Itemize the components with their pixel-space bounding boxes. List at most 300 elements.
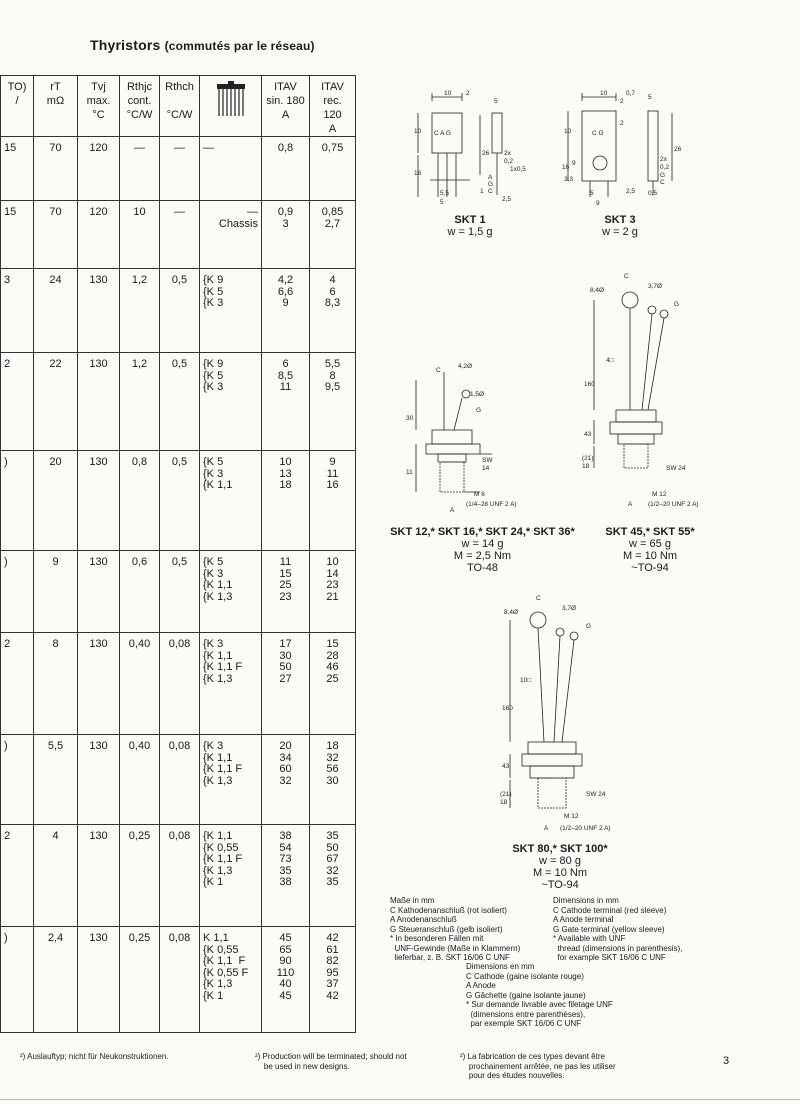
skt45-dim: 4□	[606, 357, 614, 364]
cell-line: {K 1,1	[203, 649, 233, 662]
skt3-dim: 2,5	[626, 188, 636, 195]
skt45-weight: w = 65 g	[629, 538, 671, 550]
cell-rthjc: 0,8	[120, 451, 160, 551]
skt1-dim: 2x	[504, 150, 511, 157]
text-line: A Anodenanschluß	[390, 915, 457, 924]
cell-line: 9,5	[324, 381, 341, 393]
skt3-pin-labels: C G	[592, 130, 604, 137]
cell-line: 5,5	[324, 358, 341, 370]
cell-line: {K 1,1	[203, 751, 233, 764]
cell-sin	[262, 551, 310, 633]
cell-line: 3	[282, 217, 289, 230]
cell-line: 16	[326, 479, 339, 491]
skt45-torque: M = 10 Nm	[622, 550, 678, 562]
skt1-dim: A	[488, 174, 493, 181]
cell-line: 60	[279, 763, 292, 775]
cell-rthch: 0,08	[160, 735, 200, 825]
cell-line: 73	[279, 853, 292, 865]
cell-line: 23	[279, 590, 292, 603]
skt12-dim: 14	[482, 465, 490, 472]
header-line: ITAV	[274, 81, 297, 93]
cell-line: 28	[326, 649, 339, 662]
cell-sin	[262, 825, 310, 927]
skt80-dim: 8,4Ø	[504, 609, 519, 616]
skt80-name: SKT 80,* SKT 100*	[512, 843, 608, 855]
text-line: * In besonderen Fällen mit	[390, 934, 484, 943]
skt3-dim: 10	[564, 128, 572, 135]
cell-line: K 1,1	[203, 932, 229, 944]
cell-line: {K 5	[203, 456, 224, 468]
skt3-dim: 0,7	[626, 90, 636, 97]
cell-line: {K 5	[203, 285, 224, 298]
table-row	[1, 137, 356, 201]
text-line: ²) La fabrication de ces types devant être	[460, 1052, 605, 1061]
cell-line: 65	[279, 943, 292, 956]
skt80-dim: 18	[500, 799, 508, 806]
text-line: * Available with UNF	[553, 934, 626, 943]
cell-line: {K 3	[203, 467, 224, 480]
cell-line: 40	[279, 978, 292, 990]
footnote-de	[20, 1052, 169, 1062]
cell-line: {K 0,55	[203, 841, 239, 854]
cell-tvj: 130	[78, 551, 120, 633]
cell-line: 95	[326, 966, 339, 979]
skt3-dim: 3,3	[564, 176, 574, 183]
cell-line: 30	[326, 774, 339, 787]
skt3-dim: 9	[596, 200, 600, 207]
cell-rthch: 0,08	[160, 927, 200, 1033]
cell-line: {K 9	[203, 274, 224, 286]
cell-rthch: 0,08	[160, 633, 200, 735]
cell-line: {K 1,1	[203, 579, 233, 591]
text-line: C Cathode terminal (red sleeve)	[553, 905, 667, 915]
cell-tvj: 130	[78, 353, 120, 451]
cell-pkg	[200, 633, 262, 735]
cell-tvj: 130	[78, 735, 120, 825]
skt1-caption	[420, 214, 520, 238]
skt45-caption	[580, 526, 720, 574]
cell-line: {K 1,1 F	[203, 853, 243, 865]
cell-line: 4,2	[277, 274, 294, 286]
cell-pkg	[200, 551, 262, 633]
cell-line: 2,7	[324, 217, 341, 230]
skt3-dim: 5	[590, 190, 594, 197]
skt3-name: SKT 3	[604, 214, 636, 226]
text-line: be used in new designs.	[255, 1061, 350, 1071]
cell-line: 35	[279, 864, 292, 877]
skt45-dim: (21)	[582, 455, 594, 462]
cell-pkg	[200, 137, 262, 201]
cell-tvj: 130	[78, 451, 120, 551]
table-row	[1, 825, 356, 927]
cell-line: {K 0,55	[203, 943, 239, 956]
page-title	[90, 37, 315, 53]
cell-line: 110	[276, 966, 295, 979]
cell-rec	[310, 927, 356, 1033]
cell-line: {K 1	[203, 989, 224, 1002]
cell-rthch: 0,5	[160, 551, 200, 633]
header-line: mΩ	[46, 95, 65, 107]
cell-line: 32	[279, 774, 292, 787]
cell-line: 34	[279, 751, 292, 764]
col-header-itav-rec	[310, 76, 356, 137]
cell-line: 15	[326, 638, 339, 650]
skt3-dim: 16	[562, 164, 570, 171]
skt1-dim: 2,5	[502, 196, 512, 203]
cell-tvj: 130	[78, 633, 120, 735]
skt45-dim: 18	[582, 463, 590, 470]
cell-line: 9	[329, 456, 336, 468]
skt80-drawing	[500, 592, 640, 837]
skt1-dim: 1x0,5	[510, 166, 526, 173]
skt1-name: SKT 1	[454, 214, 486, 226]
skt3-dim: 9	[572, 160, 576, 167]
cell-line: 42	[326, 989, 339, 1002]
skt1-pin-labels: C A G	[434, 130, 451, 137]
skt12-dim: SW	[482, 457, 493, 464]
cell-line: {K 1,3	[203, 590, 233, 603]
skt1-weight: w = 1,5 g	[447, 226, 493, 238]
cell-line: {K 1,1 F	[203, 661, 243, 673]
cell-rec	[310, 551, 356, 633]
cell-rec	[310, 451, 356, 551]
skt12-dim: G	[476, 407, 482, 414]
cell-line: 18	[326, 740, 339, 752]
skt80-dim: SW 24	[586, 791, 606, 798]
skt12-dim: 4,2Ø	[458, 363, 473, 370]
cell-rec	[310, 825, 356, 927]
cell-line: 14	[326, 567, 339, 580]
col-header-rthch	[160, 76, 200, 137]
skt3-dim: 26	[674, 146, 682, 153]
skt3-dim: 10	[600, 90, 608, 97]
cell-c0: 15	[1, 201, 34, 269]
cell-line: {K 1,1	[203, 479, 233, 491]
col-header-to	[1, 76, 34, 137]
cell-line: {K 1,1 F	[203, 955, 246, 967]
skt45-dim: 160	[584, 381, 595, 388]
header-line: Rthjc	[126, 81, 153, 93]
cell-sin	[262, 927, 310, 1033]
cell-line: —	[247, 206, 258, 218]
cell-rthjc: 1,2	[120, 353, 160, 451]
header-line: rec. 120	[323, 95, 342, 121]
cell-line: 25	[279, 579, 292, 591]
cell-pkg	[200, 451, 262, 551]
cell-line: {K 1,3	[203, 672, 233, 685]
spec-table	[0, 75, 356, 1033]
text-line: C Kathodenanschluß (rot isoliert)	[390, 905, 507, 915]
cell-line: 10	[279, 456, 292, 468]
text-line: A Anode	[466, 981, 496, 990]
skt80-case: ~TO-94	[541, 879, 579, 891]
legend-de	[390, 896, 520, 963]
skt80-dim: 43	[502, 763, 510, 770]
cell-line: 50	[326, 841, 339, 854]
cell-c0: 2	[1, 353, 34, 451]
cell-c0: 15	[1, 137, 34, 201]
cell-rt: 2,4	[34, 927, 78, 1033]
cell-line: {K 3	[203, 297, 224, 309]
cell-rt: 24	[34, 269, 78, 353]
header-line: A	[328, 123, 337, 135]
title-sub: (commutés par le réseau)	[164, 39, 315, 53]
table-row	[1, 633, 356, 735]
header-line: sin. 180	[266, 95, 305, 107]
cell-line: 38	[279, 830, 292, 842]
cell-rec	[310, 201, 356, 269]
text-line: G Gate terminal (yellow sleeve)	[553, 924, 665, 934]
skt45-dim: SW 24	[666, 465, 686, 472]
cell-line: 11	[279, 381, 292, 393]
cell-rec	[310, 353, 356, 451]
cell-line: —	[203, 142, 214, 154]
cell-line: 4	[329, 274, 336, 286]
cell-c0: 2	[1, 825, 34, 927]
table-row	[1, 735, 356, 825]
cell-line: 56	[326, 763, 339, 775]
text-line: prochainement arrêtée, ne pas les utiliser	[460, 1061, 616, 1071]
cell-line: 8	[329, 369, 336, 382]
table-row	[1, 269, 356, 353]
skt80-caption	[480, 843, 640, 891]
cell-line: 54	[279, 841, 292, 854]
cell-line: 13	[279, 467, 292, 480]
cell-line: {K 5	[203, 556, 224, 568]
cell-line: {K 0,55 F	[203, 966, 249, 979]
text-line: ²) Production will be terminated; should not	[255, 1052, 407, 1061]
cell-rthjc: 0,25	[120, 927, 160, 1033]
cell-line: 23	[326, 579, 339, 591]
cell-pkg	[200, 353, 262, 451]
skt12-dim: 11	[406, 469, 413, 476]
cell-tvj: 130	[78, 927, 120, 1033]
cell-rec	[310, 269, 356, 353]
table-row	[1, 353, 356, 451]
footnote-en	[255, 1052, 407, 1071]
skt12-weight: w = 14 g	[461, 538, 504, 550]
skt3-dim: C	[660, 179, 665, 186]
cell-line: {K 3	[203, 567, 224, 580]
col-header-rt	[34, 76, 78, 137]
skt12-dim: M 6	[474, 491, 485, 498]
cell-line: 21	[326, 590, 339, 603]
skt45-dim: (1/2–20 UNF 2 A)	[648, 501, 699, 508]
skt1-drawing	[410, 85, 540, 210]
cell-line: 32	[326, 864, 339, 877]
cell-sin	[262, 201, 310, 269]
cell-line: 82	[326, 955, 339, 967]
cell-rthjc: 0,40	[120, 633, 160, 735]
cell-sin	[262, 633, 310, 735]
header-line: /	[15, 95, 19, 107]
cell-line: 25	[326, 672, 339, 685]
table-header-row	[1, 76, 356, 137]
cell-line: 6	[329, 285, 336, 298]
skt12-dim: (1/4–28 UNF 2 A)	[466, 501, 517, 508]
cell-line: 0,8	[277, 142, 294, 154]
text-line: C Cathode (gaine isolante rouge)	[466, 971, 584, 981]
skt12-name: SKT 12,* SKT 16,* SKT 24,* SKT 36*	[390, 526, 575, 538]
skt1-dim: 2	[466, 90, 470, 97]
cell-rt: 9	[34, 551, 78, 633]
skt80-dim: A	[544, 825, 549, 832]
skt45-dim: G	[674, 301, 680, 308]
cell-line: 67	[326, 853, 339, 865]
cell-line: {K 1,3	[203, 978, 233, 990]
cell-line: 18	[279, 479, 292, 491]
cell-line: 10	[326, 556, 339, 568]
cell-rt: 5,5	[34, 735, 78, 825]
skt80-torque: M = 10 Nm	[532, 867, 588, 879]
cell-rt: 8	[34, 633, 78, 735]
skt12-dim: 1,5Ø	[470, 391, 485, 398]
skt12-dim: C	[436, 367, 441, 374]
cell-pkg	[200, 927, 262, 1033]
cell-line: 42	[326, 932, 339, 944]
skt3-dim: 2	[620, 120, 624, 127]
skt3-drawing	[560, 85, 690, 210]
cell-line: {K 5	[203, 369, 224, 382]
skt45-dim: 43	[584, 431, 592, 438]
skt3-dim: 2x	[660, 156, 667, 163]
header-line: Rthch	[165, 81, 194, 93]
header-line: Tvj	[91, 81, 106, 93]
cell-line: Chassis	[218, 217, 258, 230]
skt3-dim: 0,5	[648, 190, 658, 197]
skt1-dim: 5	[494, 98, 498, 105]
cell-line: {K 1,3	[203, 864, 233, 877]
text-line: lieferbar, z. B. SKT 16/06 C UNF	[390, 953, 510, 962]
skt45-drawing	[580, 270, 720, 520]
cell-pkg	[200, 825, 262, 927]
table-row	[1, 551, 356, 633]
header-line: cont.	[127, 95, 152, 107]
cell-sin	[262, 353, 310, 451]
cell-line: 15	[279, 567, 292, 580]
page-number: 3	[723, 1055, 730, 1067]
skt45-dim: A	[628, 501, 633, 508]
header-line: TO)	[7, 81, 27, 93]
col-header-heatsink	[200, 76, 262, 137]
cell-line: {K 3	[203, 638, 224, 650]
col-header-tvj	[78, 76, 120, 137]
text-line: G Gâchette (gaine isolante jaune)	[466, 990, 586, 1000]
cell-line: 45	[279, 932, 292, 944]
skt80-dim: 160	[502, 705, 513, 712]
cell-line: 30	[279, 649, 292, 662]
cell-line: 38	[279, 876, 292, 888]
cell-line: 50	[279, 661, 292, 673]
col-header-rthjc	[120, 76, 160, 137]
header-line: °C/W	[166, 109, 193, 121]
title-main: Thyristors	[90, 37, 161, 53]
cell-tvj: 130	[78, 825, 120, 927]
page-bottom-rule	[0, 1099, 800, 1100]
cell-pkg	[200, 201, 262, 269]
cell-tvj: 130	[78, 269, 120, 353]
cell-rt: 70	[34, 137, 78, 201]
skt12-caption	[380, 526, 585, 574]
cell-line: 0,85	[321, 206, 344, 218]
cell-line: 9	[282, 297, 289, 309]
skt1-dim: 1	[480, 188, 484, 195]
skt12-drawing	[400, 350, 560, 515]
cell-line: 37	[326, 978, 339, 990]
cell-rt: 70	[34, 201, 78, 269]
cell-line: 8,3	[324, 297, 341, 309]
cell-sin	[262, 269, 310, 353]
cell-c0: )	[1, 451, 34, 551]
skt1-dim: 10	[444, 90, 452, 97]
skt1-dim: 10	[414, 128, 422, 135]
cell-line: {K 1,1	[203, 830, 233, 842]
skt80-dim: C	[536, 595, 541, 602]
text-line: * Sur demande livrable avec filetage UNF	[466, 1000, 613, 1009]
cell-line: 17	[279, 638, 292, 650]
skt1-dim: 5	[440, 199, 444, 206]
cell-line: 35	[326, 876, 339, 888]
cell-c0: 3	[1, 269, 34, 353]
cell-rthch: 0,5	[160, 269, 200, 353]
header-line	[163, 94, 196, 108]
skt45-dim: C	[624, 273, 629, 280]
cell-rec	[310, 735, 356, 825]
text-line: A Anode terminal	[553, 915, 614, 924]
text-line: ²) Auslauftyp; nicht für Neukonstruktionen.	[20, 1052, 169, 1061]
cell-c0: )	[1, 735, 34, 825]
text-line: thread (dimensions in parenthesis),	[553, 943, 683, 953]
table-row	[1, 201, 356, 269]
text-line: for example SKT 16/06 C UNF	[553, 953, 666, 962]
skt3-dim: 5	[648, 94, 652, 101]
cell-line: {K 9	[203, 358, 224, 370]
cell-tvj: 120	[78, 137, 120, 201]
header-line: A	[281, 109, 290, 121]
text-line: Maße in mm	[390, 896, 435, 905]
skt80-dim: M 12	[564, 813, 579, 820]
cell-line: 11	[326, 467, 339, 480]
text-line: (dimensions entre parenthèses),	[466, 1009, 586, 1019]
skt1-dim: 16	[414, 170, 422, 177]
skt12-case: TO-48	[467, 562, 498, 574]
skt80-dim: (21)	[500, 791, 512, 798]
skt12-dim: 30	[406, 415, 414, 422]
skt1-dim: G	[488, 181, 494, 188]
cell-sin	[262, 735, 310, 825]
skt12-torque: M = 2,5 Nm	[453, 550, 512, 562]
cell-pkg	[200, 269, 262, 353]
header-line: °C	[92, 109, 105, 121]
cell-line: 35	[326, 830, 339, 842]
cell-rthjc: 0,25	[120, 825, 160, 927]
cell-rthch: —	[160, 137, 200, 201]
cell-line: {K 3	[203, 381, 224, 393]
cell-rthch: 0,5	[160, 353, 200, 451]
cell-rthch: —	[160, 201, 200, 269]
skt3-dim: 2	[620, 98, 624, 105]
cell-rthjc: 0,6	[120, 551, 160, 633]
header-line: rT	[50, 81, 61, 93]
cell-tvj: 120	[78, 201, 120, 269]
cell-line: 45	[279, 989, 292, 1002]
cell-line: 6	[282, 358, 289, 370]
text-line: G Steueranschluß (gelb isoliert)	[390, 924, 503, 934]
skt45-name: SKT 45,* SKT 55*	[605, 526, 695, 538]
cell-line: 0,9	[277, 206, 294, 218]
header-line: °C/W	[126, 109, 153, 121]
skt45-dim: 3,7Ø	[648, 283, 663, 290]
